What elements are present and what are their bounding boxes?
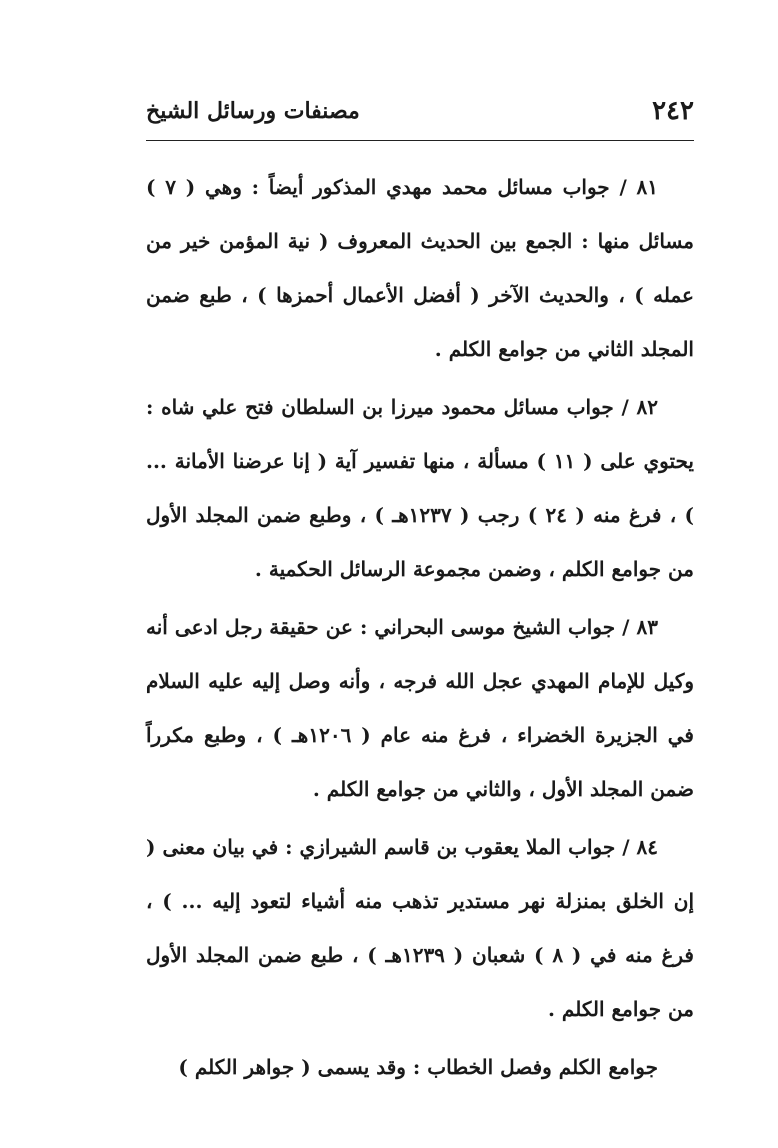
paragraph-text: ٨١ / جواب مسائل محمد مهدي المذكور أيضاً : وهي ( ٧ ) مسائل منها : الجمع بين الحديث المعروف ( نية المؤمن خير من عمله ) ، والحديث الآخر ( أفضل الأعمال أحمزها ) ، طبع ضمن المجلد الثاني من جوامع الكلم . [146,175,694,361]
document-body [146,160,694,1098]
paragraph-text: ٨٢ / جواب مسائل محمود ميرزا بن السلطان فتح علي شاه : يحتوي على ( ١١ ) مسألة ، منها تفسير آية ( إنا عرضنا الأمانة ... ) ، فرغ منه ( ٢٤ ) رجب ( ١٢٣٧هـ ) ، وطبع ضمن المجلد الأول من جوامع الكلم ، وضمن مجموعة الرسائل الحكمية . [146,395,694,581]
paragraph-text: جوامع الكلم وفصل الخطاب : وقد يسمى ( جواهر الكلم ) [178,1055,658,1079]
running-title: مصنفات ورسائل الشيخ [146,98,360,124]
page-header [146,92,694,130]
paragraph-text: ٨٤ / جواب الملا يعقوب بن قاسم الشيرازي : في بيان معنى ( إن الخلق بمنزلة نهر مستدير تذهب منه أشياء لتعود إليه ... ) ، فرغ منه في ( ٨ ) شعبان ( ١٢٣٩هـ ) ، طبع ضمن المجلد الأول من جوامع الكلم . [146,835,694,1021]
paragraph-section-heading [146,1040,694,1094]
paragraph-81 [146,160,694,376]
paragraph-84 [146,820,694,1036]
page-number: ٢٤٢ [652,96,694,126]
paragraph-83 [146,600,694,816]
paragraph-text: ٨٣ / جواب الشيخ موسى البحراني : عن حقيقة رجل ادعى أنه وكيل للإمام المهدي عجل الله فرجه ، وأنه وصل إليه عليه السلام في الجزيرة الخضراء ، فرغ منه عام ( ١٢٠٦هـ ) ، وطبع مكرراً ضمن المجلد الأول ، والثاني من جوامع الكلم . [146,615,694,801]
paragraph-82 [146,380,694,596]
header-rule [146,140,694,141]
